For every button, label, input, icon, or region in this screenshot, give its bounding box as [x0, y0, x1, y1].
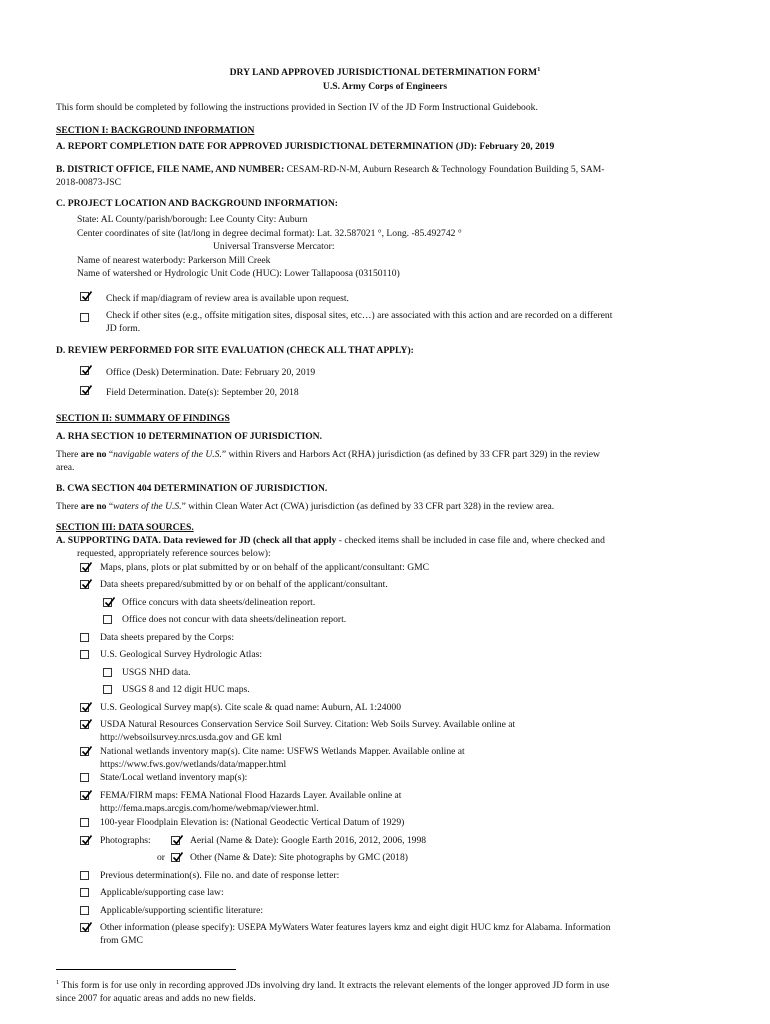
- section-2a-heading: A. RHA SECTION 10 DETERMINATION OF JURISDICTION.: [56, 431, 322, 442]
- office-not-concur-checkbox[interactable]: [103, 615, 112, 624]
- usgs-huc-maps-checkbox[interactable]: [103, 685, 112, 694]
- other-photos-checkbox[interactable]: [171, 853, 180, 862]
- section-1a: A. REPORT COMPLETION DATE FOR APPROVED JURISDICTIONAL DETERMINATION (JD): February 20, 2019: [56, 141, 555, 152]
- location-center-coordinates: Center coordinates of site (lat/long in degree decimal format): Lat. 32.587021 °, Long. -85.492742 °: [77, 228, 462, 239]
- footnote-rule: [56, 969, 236, 970]
- other-information-checkbox[interactable]: [80, 923, 89, 932]
- location-nearest-waterbody: Name of nearest waterbody: Parkerson Mill Creek: [77, 255, 271, 266]
- other-sites-label: Check if other sites (e.g., offsite mitigation sites, disposal sites, etc…) are associated with this action and are recorded on a different: [106, 310, 613, 321]
- maps-plans-checkbox[interactable]: [80, 563, 89, 572]
- usda-soil-survey-label: USDA Natural Resources Conservation Service Soil Survey. Citation: Web Soils Survey. Available online at: [100, 719, 516, 730]
- nwi-maps-checkbox[interactable]: [80, 747, 89, 756]
- office-concurs-checkbox[interactable]: [103, 598, 112, 607]
- rha-finding: There are no “navigable waters of the U.S.” within Rivers and Harbors Act (RHA) jurisdiction (as defined by 33 CFR part 329) in the review: [56, 449, 600, 460]
- previous-determinations-label: Previous determination(s). File no. and date of response letter:: [100, 870, 340, 881]
- usgs-hydrologic-atlas-label: U.S. Geological Survey Hydrologic Atlas:: [100, 649, 263, 660]
- office-not-concur-label: Office does not concur with data sheets/delineation report.: [122, 614, 347, 625]
- aerial-photos-label: Aerial (Name & Date): Google Earth 2016, 2012, 2006, 1998: [190, 835, 427, 846]
- case-law-label: Applicable/supporting case law:: [100, 887, 224, 898]
- footnote-cont: since 2007 for aquatic areas and adds no new fields.: [56, 993, 256, 1004]
- rha-finding-cont: area.: [56, 462, 75, 473]
- nwi-maps-url: https://www.fws.gov/wetlands/data/mapper.html: [100, 759, 287, 770]
- other-information-label: Other information (please specify): USEPA MyWaters Water features layers kmz and eight digit HUC kmz for Alabama. Information: [100, 922, 611, 933]
- usda-soil-survey-url: http://websoilsurvey.nrcs.usda.gov and GE kml: [100, 732, 282, 743]
- map-available-checkbox[interactable]: [80, 292, 89, 301]
- aerial-photos-checkbox[interactable]: [171, 836, 180, 845]
- fema-firm-checkbox[interactable]: [80, 791, 89, 800]
- other-sites-label-cont: JD form.: [106, 323, 141, 334]
- supporting-data-heading: A. SUPPORTING DATA. Data reviewed for JD (check all that apply - checked items shall be included in case file and, where checked and: [56, 535, 605, 546]
- fema-firm-label: FEMA/FIRM maps: FEMA National Flood Hazards Layer. Available online at: [100, 790, 402, 801]
- data-sheets-applicant-checkbox[interactable]: [80, 580, 89, 589]
- state-local-wetland-label: State/Local wetland inventory map(s):: [100, 772, 248, 783]
- usgs-survey-maps-checkbox[interactable]: [80, 703, 89, 712]
- field-determination-label: Field Determination. Date(s): September 20, 2018: [106, 387, 299, 398]
- location-huc: Name of watershed or Hydrologic Unit Code (HUC): Lower Tallapoosa (03150110): [77, 268, 400, 279]
- scientific-literature-checkbox[interactable]: [80, 906, 89, 915]
- section-3-heading: SECTION III: DATA SOURCES.: [56, 522, 194, 533]
- other-sites-checkbox[interactable]: [80, 313, 89, 322]
- previous-determinations-checkbox[interactable]: [80, 871, 89, 880]
- supporting-data-heading-cont: requested, appropriately reference sources below):: [77, 548, 271, 559]
- office-determination-checkbox[interactable]: [80, 366, 89, 375]
- other-photos-label: Other (Name & Date): Site photographs by GMC (2018): [190, 852, 408, 863]
- floodplain-elevation-checkbox[interactable]: [80, 818, 89, 827]
- case-law-checkbox[interactable]: [80, 888, 89, 897]
- usgs-nhd-label: USGS NHD data.: [122, 667, 191, 678]
- cwa-finding: There are no “waters of the U.S.” within Clean Water Act (CWA) jurisdiction (as defined by 33 CFR part 328) in the review area.: [56, 501, 555, 512]
- map-available-label: Check if map/diagram of review area is available upon request.: [106, 293, 349, 304]
- section-1b: B. DISTRICT OFFICE, FILE NAME, AND NUMBER: CESAM-RD-N-M, Auburn Research & Technology Foundation Building 5, SAM-: [56, 164, 605, 175]
- floodplain-elevation-label: 100-year Floodplain Elevation is: (National Geodectic Vertical Datum of 1929): [100, 817, 405, 828]
- section-2b-heading: B. CWA SECTION 404 DETERMINATION OF JURISDICTION.: [56, 483, 328, 494]
- office-determination-label: Office (Desk) Determination. Date: February 20, 2019: [106, 367, 316, 378]
- usda-soil-survey-checkbox[interactable]: [80, 720, 89, 729]
- maps-plans-label: Maps, plans, plots or plat submitted by or on behalf of the applicant/consultant: GMC: [100, 562, 430, 573]
- section-1b-file-number: 2018-00873-JSC: [56, 177, 122, 188]
- usgs-survey-maps-label: U.S. Geological Survey map(s). Cite scale & quad name: Auburn, AL 1:24000: [100, 702, 401, 713]
- form-subtitle: U.S. Army Corps of Engineers: [322, 81, 448, 92]
- fema-firm-url: http://fema.maps.arcgis.com/home/webmap/viewer.html.: [100, 803, 319, 814]
- state-local-wetland-checkbox[interactable]: [80, 773, 89, 782]
- section-1d-heading: D. REVIEW PERFORMED FOR SITE EVALUATION (CHECK ALL THAT APPLY):: [56, 345, 414, 356]
- photographs-or-label: or: [157, 852, 165, 863]
- data-sheets-corps-checkbox[interactable]: [80, 633, 89, 642]
- usgs-huc-maps-label: USGS 8 and 12 digit HUC maps.: [122, 684, 250, 695]
- form-title: DRY LAND APPROVED JURISDICTIONAL DETERMINATION FORM$^1$: [229, 65, 541, 78]
- section-2-heading: SECTION II: SUMMARY OF FINDINGS: [56, 413, 230, 424]
- photographs-label: Photographs:: [100, 835, 151, 846]
- photographs-checkbox[interactable]: [80, 836, 89, 845]
- data-sheets-corps-label: Data sheets prepared by the Corps:: [100, 632, 235, 643]
- office-concurs-label: Office concurs with data sheets/delineation report.: [122, 597, 316, 608]
- usgs-nhd-checkbox[interactable]: [103, 668, 112, 677]
- section-1c-heading: C. PROJECT LOCATION AND BACKGROUND INFORMATION:: [56, 198, 338, 209]
- nwi-maps-label: National wetlands inventory map(s). Cite name: USFWS Wetlands Mapper. Available online at: [100, 746, 465, 757]
- form-intro: This form should be completed by following the instructions provided in Section IV of the JD Form Instructional Guidebook.: [56, 102, 538, 113]
- section-1-heading: SECTION I: BACKGROUND INFORMATION: [56, 125, 255, 136]
- footnote: $^1$ This form is for use only in recording approved JDs involving dry land. It extracts the relevant elements of the longer approved JD form in use: [56, 978, 610, 991]
- other-information-label-cont: from GMC: [100, 935, 143, 946]
- location-utm: Universal Transverse Mercator:: [213, 241, 335, 252]
- data-sheets-applicant-label: Data sheets prepared/submitted by or on behalf of the applicant/consultant.: [100, 579, 388, 590]
- scientific-literature-label: Applicable/supporting scientific literature:: [100, 905, 264, 916]
- usgs-hydrologic-atlas-checkbox[interactable]: [80, 650, 89, 659]
- location-state-county-city: State: AL County/parish/borough: Lee County City: Auburn: [77, 214, 308, 225]
- field-determination-checkbox[interactable]: [80, 386, 89, 395]
